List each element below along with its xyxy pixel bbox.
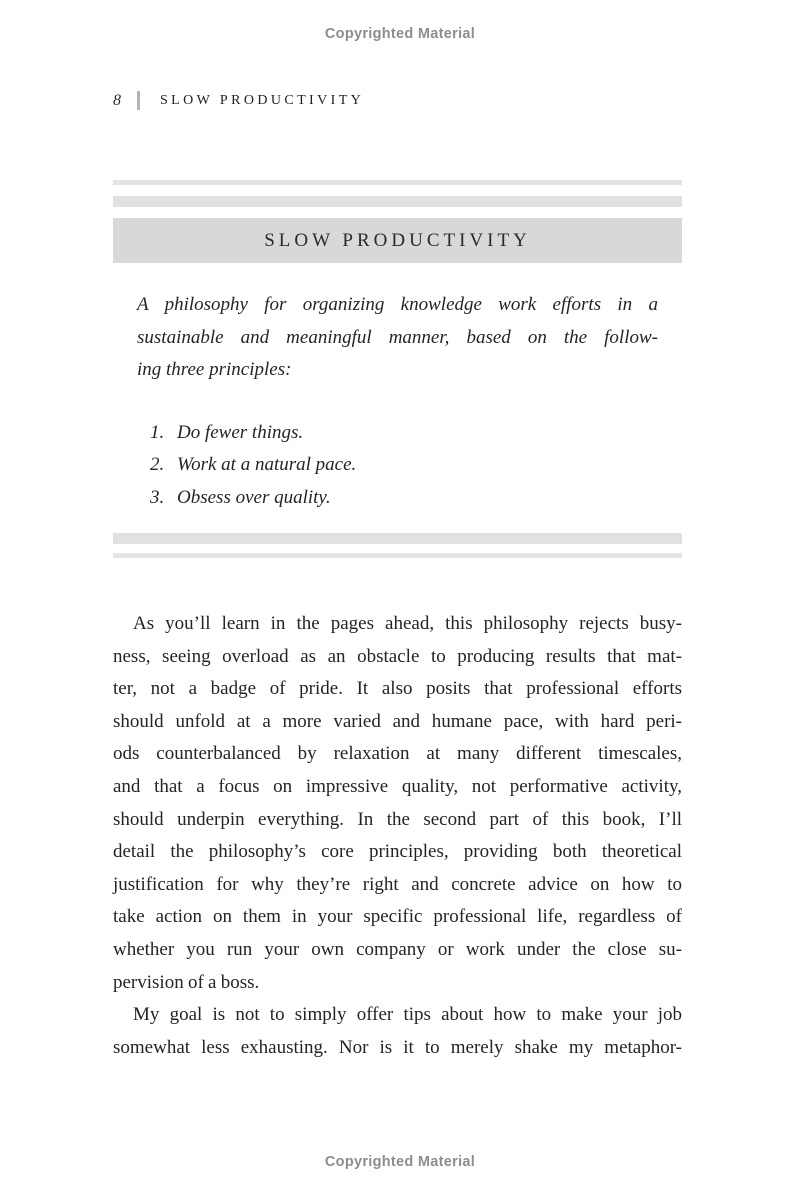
body-line: ness, seeing overload as an obstacle to producing results that mat-: [113, 645, 682, 667]
definition-title-box: [113, 218, 682, 263]
definition-intro: [137, 289, 658, 387]
page-header: [113, 91, 364, 110]
body-text: [113, 608, 682, 1064]
definition-title: SLOW PRODUCTIVITY: [264, 229, 531, 251]
copyright-notice-bottom: Copyrighted Material: [324, 1154, 476, 1170]
body-line: should underpin everything. In the second part of this book, I’ll: [113, 808, 682, 830]
page-number: 8: [113, 91, 121, 109]
body-line: whether you run your own company or work under the close su-: [113, 938, 682, 960]
principle-number: 1.: [150, 422, 165, 443]
body-line: justification for why they’re right and concrete advice on how to: [113, 873, 682, 895]
body-line: ter, not a badge of pride. It also posits that professional efforts: [113, 678, 682, 700]
decorative-bar-bottom-thick: [113, 533, 682, 544]
header-divider: [137, 91, 140, 110]
principle-text: Work at a natural pace.: [177, 454, 357, 476]
decorative-bar-top-thin: [113, 180, 682, 185]
principle-number: 3.: [150, 486, 165, 508]
intro-line: sustainable and meaningful manner, based on the follow-: [137, 326, 658, 348]
body-line: pervision of a boss.: [113, 971, 260, 993]
body-line: should unfold at a more varied and humane pace, with hard peri-: [113, 710, 682, 732]
copyright-notice-top: Copyrighted Material: [324, 26, 476, 42]
principle-item: [150, 449, 356, 481]
body-line: take action on them in your specific professional life, regardless of: [113, 906, 682, 928]
decorative-bar-bottom-thin: [113, 553, 682, 558]
body-line: As you’ll learn in the pages ahead, this philosophy rejects busy-: [133, 613, 682, 634]
intro-line: ing three principles:: [137, 359, 292, 380]
principle-item: [150, 417, 356, 449]
decorative-bar-top-thick: [113, 196, 682, 207]
principle-text: Obsess over quality.: [177, 486, 331, 508]
body-line: My goal is not to simply offer tips about how to make your job: [133, 1004, 682, 1026]
body-line: detail the philosophy’s core principles, providing both theoretical: [113, 841, 682, 863]
running-header-title: SLOW PRODUCTIVITY: [160, 92, 365, 108]
principles-list: [150, 417, 356, 514]
principle-number: 2.: [150, 454, 165, 476]
body-line: somewhat less exhausting. Nor is it to merely shake my metaphor-: [113, 1036, 682, 1058]
body-line: ods counterbalanced by relaxation at many different timescales,: [113, 743, 682, 765]
body-line: and that a focus on impressive quality, not performative activity,: [113, 775, 682, 797]
principle-text: Do fewer things.: [177, 422, 304, 443]
intro-line: A philosophy for organizing knowledge work efforts in a: [137, 294, 658, 315]
principle-item: [150, 482, 356, 514]
